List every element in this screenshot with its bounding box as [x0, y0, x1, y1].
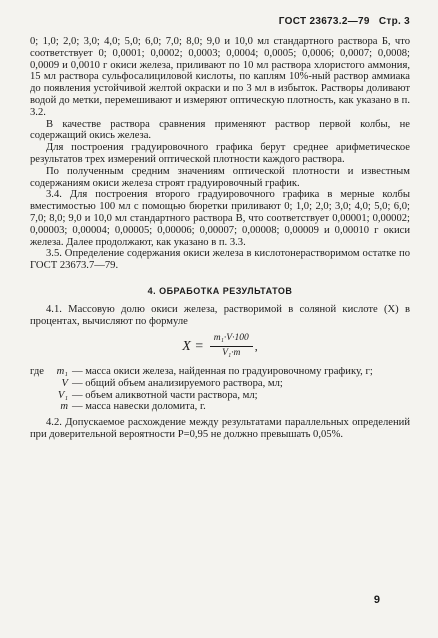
legend-text: — общий объем анализируемого раствора, мл;	[72, 377, 283, 389]
formula-legend	[30, 366, 410, 413]
standard-number: ГОСТ 23673.2—79	[278, 16, 370, 27]
legend-symbol: m	[60, 401, 68, 413]
paragraph-8: 4.2. Допускаемое расхождение между результатами параллельных определений при доверительной вероятности P=0,95 не должно превышать 0,05%.	[30, 417, 410, 440]
paragraph-7: 4.1. Массовую долю окиси железа, растворимой в соляной кислоте (X) в процентах, вычисляют по формуле	[30, 303, 410, 327]
body-text	[30, 36, 410, 441]
legend-symbol: m₁	[56, 365, 68, 377]
page-number: 9	[373, 594, 380, 606]
page-label: Стр. 3	[378, 16, 410, 27]
formula-fraction	[210, 333, 253, 360]
legend-text: — объем аликвотной части раствора, мл;	[72, 389, 258, 401]
paragraph-6: 3.5. Определение содержания окиси железа в кислотонерастворимом остатке по ГОСТ 23673.7—79.	[30, 248, 410, 272]
formula	[30, 333, 410, 360]
legend-item	[30, 390, 410, 402]
legend-text: — масса окиси железа, найденная по градуировочному графику, г;	[72, 365, 373, 377]
formula-numerator: m₁·V·100	[210, 333, 253, 347]
paragraph-2: В качестве раствора сравнения применяют раствор первой колбы, не содержащий окись железа.	[30, 118, 410, 142]
legend-text: — масса навески доломита, г.	[72, 401, 206, 413]
formula-lhs: X =	[182, 338, 204, 354]
paragraph-3: Для построения градуировочного графика берут среднее арифметическое результатов трех измерений оптической плотности каждого раствора.	[30, 142, 410, 165]
formula-comma: ,	[254, 338, 258, 353]
formula-denominator: V₁·m	[222, 348, 241, 359]
paragraph-1: 0; 1,0; 2,0; 3,0; 4,0; 5,0; 6,0; 7,0; 8,0; 9,0 и 10,0 мл стандартного раствора Б, что соответствует 0; 0,0001; 0,0002; 0,0003; 0,0004; 0,0005; 0,0006; 0,0007; 0,0008; 0,0009 и 0,0010 г окиси железа, приливают по 10 мл раствора хлористого аммония, 15 мл раствора сульфосалициловой кислоты, по каплям 10%-ный раствор аммиака до появления устойчивой желтой окраски и по 3 мл в избыток. Растворы доливают водой до метки, перемешивают и измеряют оптическую плотность, как указано в п. 3.2.	[30, 36, 410, 118]
paragraph-4: По полученным средним значениям оптической плотности и известным содержаниям окиси железа строят градуировочный график.	[30, 165, 410, 189]
paragraph-5: 3.4. Для построения второго градуировочного графика в мерные колбы вместимостью 100 мл с помощью бюретки приливают 0; 1,0; 2,0; 3,0; 4,0; 5,0; 6,0; 7,0; 8,0; 9,0 и 10,0 мл стандартного раствора В, что соответствует 0,00001; 0,00002; 0,00003; 0,00004; 0,00005; 0,00006; 0,00007; 0,00008; 0,00009 и 0,00010 г окиси железа. Далее продолжают, как указано в п. 3.3.	[30, 189, 410, 248]
legend-lead: где	[30, 365, 44, 377]
legend-symbol: V₁	[57, 389, 68, 401]
legend-item	[30, 366, 410, 378]
legend-symbol: V	[61, 377, 68, 389]
legend-item	[30, 401, 410, 413]
legend-item	[30, 378, 410, 390]
page-header	[279, 16, 410, 27]
section-title: 4. ОБРАБОТКА РЕЗУЛЬТАТОВ	[147, 285, 293, 296]
